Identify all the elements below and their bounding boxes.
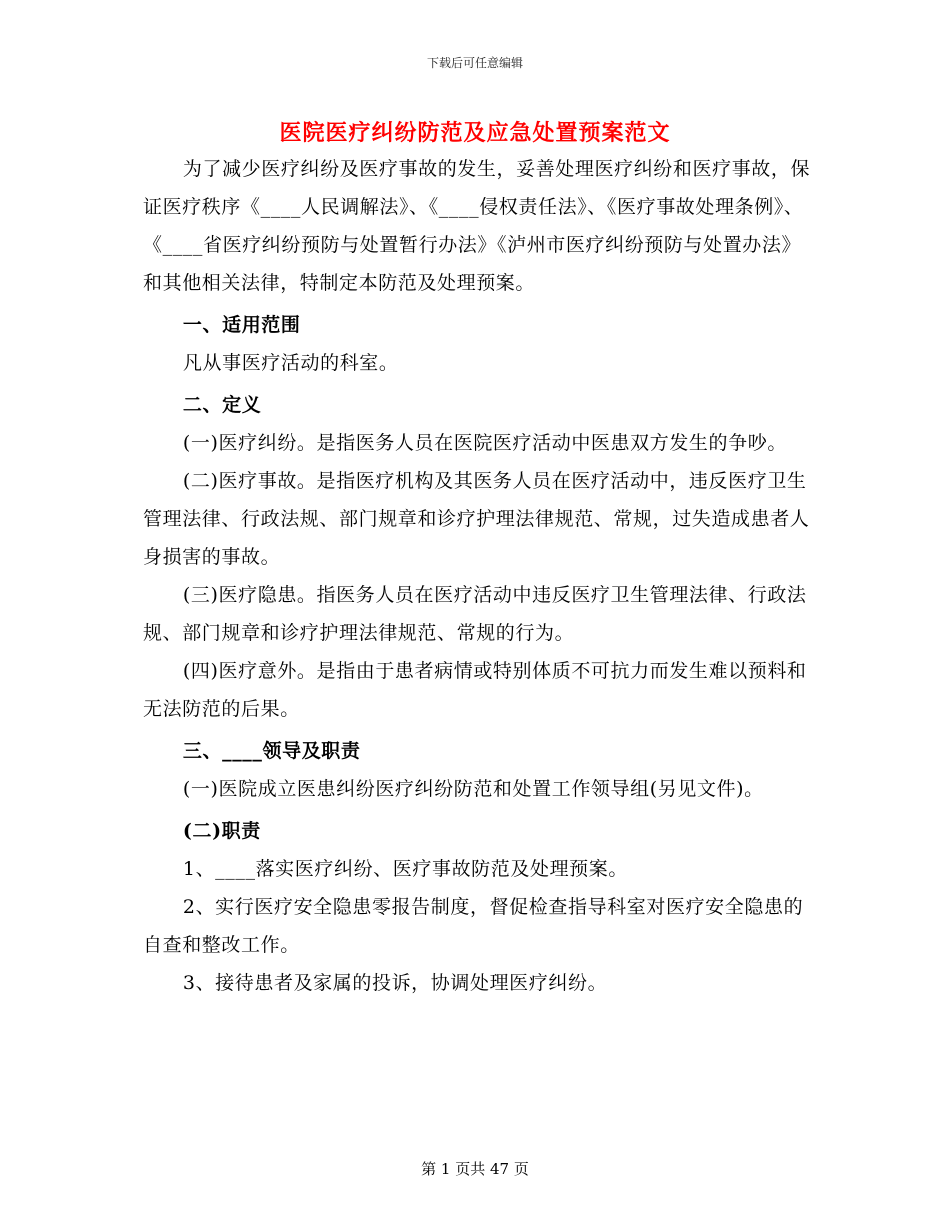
section-heading-scope: 一、适用范围 (182, 314, 301, 336)
section-heading-leadership: 三、____领导及职责 (182, 740, 361, 762)
page-header: 下载后可任意编辑 (426, 56, 523, 70)
paragraph-duty-2: 2、实行医疗安全隐患零报告制度，督促检查指导科室对医疗安全隐患的自查和整改工作。 (143, 896, 804, 956)
paragraph-duty-3: 3、接待患者及家属的投诉，协调处理医疗纠纷。 (182, 972, 608, 994)
paragraph-definition-2: (二)医疗事故。是指医疗机构及其医务人员在医疗活动中，违反医疗卫生管理法律、行政法规、部门规章和诊疗护理法律规范、常规，过失造成患者人身损害的事故。 (143, 470, 810, 568)
section-heading-definition: 二、定义 (182, 394, 262, 416)
document-title: 医院医疗纠纷防范及应急处置预案范文 (279, 120, 671, 146)
page-footer: 第 1 页共 47 页 (421, 1160, 529, 1178)
paragraph-definition-3: (三)医疗隐患。指医务人员在医疗活动中违反医疗卫生管理法律、行政法规、部门规章和诊疗护理法律规范、常规的行为。 (143, 584, 807, 644)
paragraph-scope: 凡从事医疗活动的科室。 (182, 352, 399, 374)
paragraph-definition-4: (四)医疗意外。是指由于患者病情或特别体质不可抗力而发生难以预料和无法防范的后果。 (143, 660, 807, 720)
document-body (143, 150, 813, 1002)
paragraph-definition-1: (一)医疗纠纷。是指医务人员在医院医疗活动中医患双方发生的争吵。 (182, 432, 787, 454)
paragraph-intro: 为了减少医疗纠纷及医疗事故的发生，妥善处理医疗纠纷和医疗事故，保证医疗秩序《____人民调解法》、《____侵权责任法》、《医疗事故处理条例》、《____省医疗纠纷预防与处置暂行办法》《泸州市医疗纠纷预防与处置办法》和其他相关法律，特制定本防范及处理预案。 (143, 158, 811, 294)
paragraph-leadership-1: (一)医院成立医患纠纷医疗纠纷防范和处置工作领导组(另见文件)。 (182, 778, 764, 800)
paragraph-duty-1: 1、____落实医疗纠纷、医疗事故防范及处理预案。 (182, 858, 628, 880)
subsection-heading-duties: (二)职责 (182, 820, 261, 842)
